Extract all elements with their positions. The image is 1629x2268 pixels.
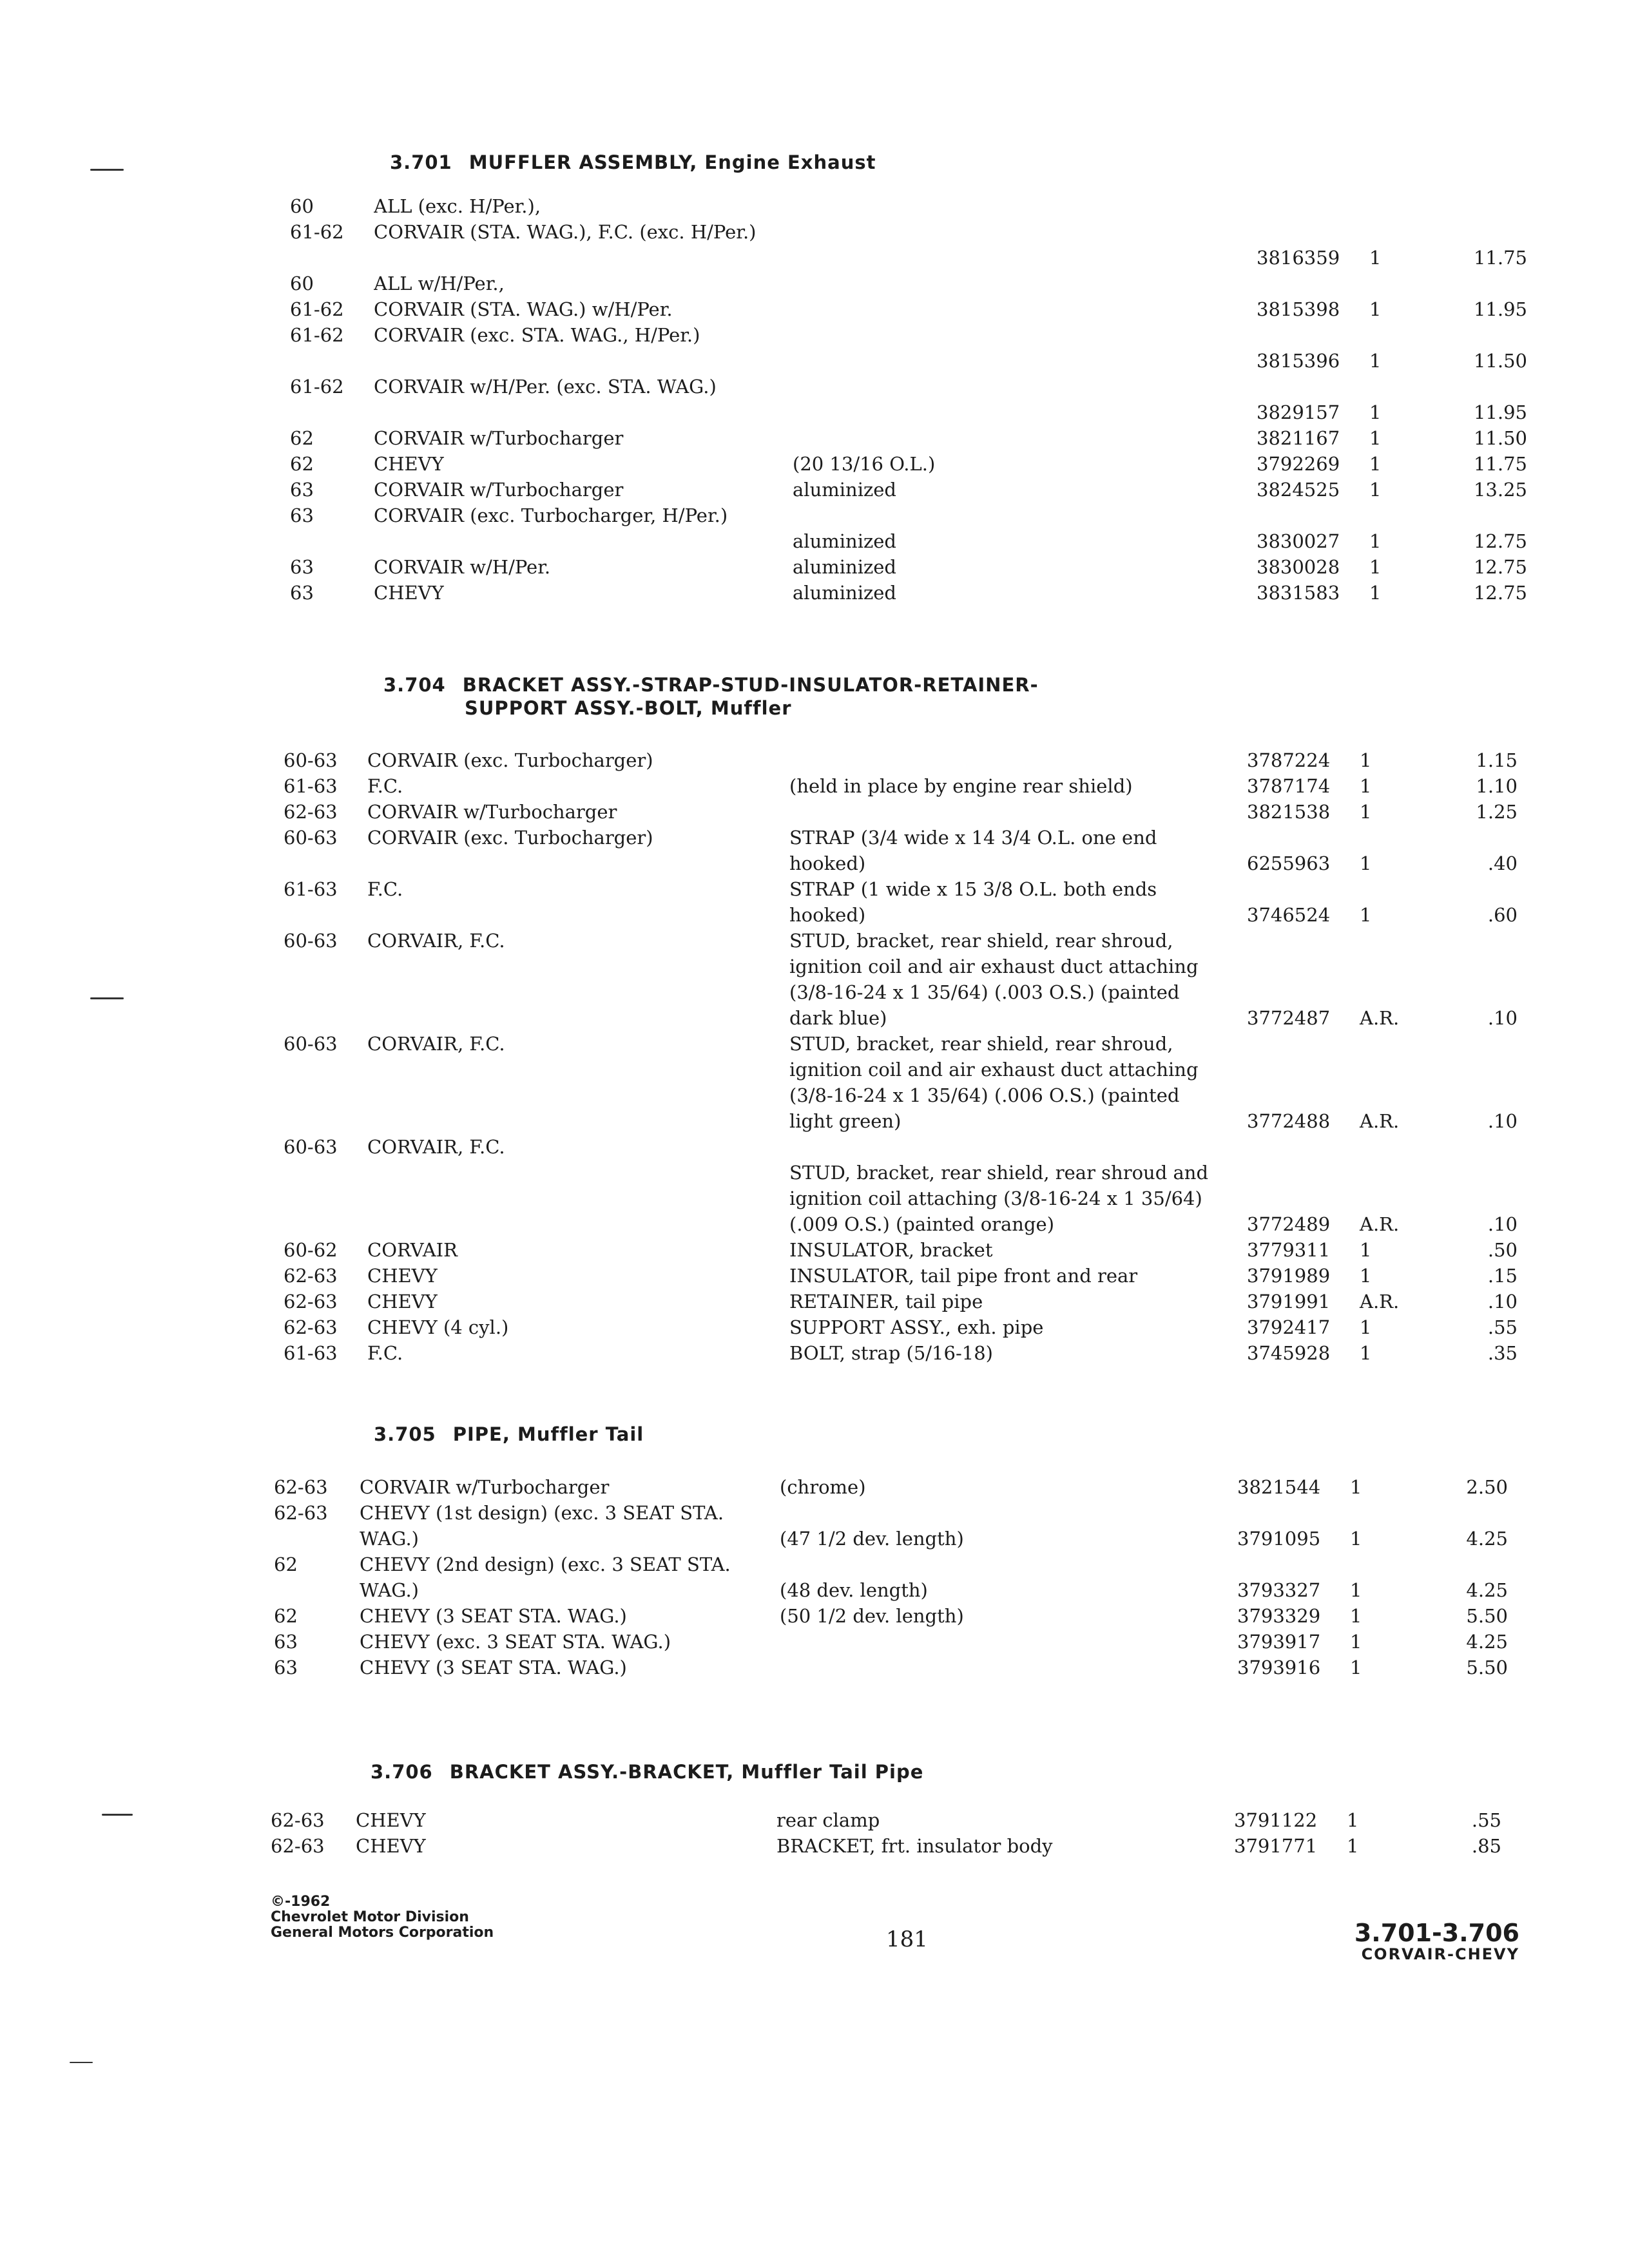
year-cell: 62-63: [284, 801, 338, 823]
description-cell: STRAP (3/4 wide x 14 3/4 O.L. one end hooked): [789, 827, 1157, 874]
parts-table: [0, 193, 1629, 606]
part-number-cell: 3831583: [1257, 582, 1340, 604]
year-cell: 61-62: [290, 221, 344, 243]
quantity-cell: 1: [1369, 530, 1382, 552]
table-row: [0, 477, 1629, 503]
table-row: [0, 773, 1629, 799]
table-row: [0, 580, 1629, 606]
quantity-cell: 1: [1350, 1631, 1362, 1653]
price-cell: 4.25: [1466, 1528, 1508, 1550]
quantity-cell: 1: [1369, 453, 1382, 475]
table-row: [0, 825, 1629, 876]
table-row: [0, 1629, 1629, 1655]
section-heading: [390, 151, 876, 174]
copyright-block: [271, 1894, 494, 1941]
table-row: [0, 554, 1629, 580]
section-number: 3.704: [383, 674, 446, 696]
part-number-cell: 3791122: [1234, 1809, 1318, 1831]
model-cell: ALL w/H/Per.,: [374, 273, 505, 294]
description-cell: RETAINER, tail pipe: [789, 1291, 983, 1312]
price-cell: 5.50: [1466, 1657, 1508, 1678]
copyright: ©-1962: [271, 1894, 331, 1910]
description-cell: INSULATOR, tail pipe front and rear: [789, 1265, 1138, 1287]
part-number-cell: 3746524: [1247, 904, 1331, 926]
description-cell: SUPPORT ASSY., exh. pipe: [789, 1316, 1044, 1338]
part-number-cell: 3793327: [1237, 1579, 1321, 1601]
section-heading: [374, 1423, 644, 1446]
publisher-line: Chevrolet Motor Division: [271, 1909, 469, 1925]
description-cell: rear clamp: [776, 1809, 880, 1831]
price-cell: 1.15: [1476, 749, 1518, 771]
year-cell: 62: [290, 453, 314, 475]
model-cell: CORVAIR w/Turbocharger: [374, 479, 624, 501]
part-number-cell: 3772489: [1247, 1213, 1331, 1235]
model-cell: CHEVY: [356, 1835, 426, 1857]
table-row: [0, 1655, 1629, 1680]
table-row: [0, 747, 1629, 773]
part-number-cell: 3791991: [1247, 1291, 1331, 1312]
table-row: [0, 1134, 1629, 1237]
table-row: [0, 451, 1629, 477]
part-number-cell: 3787224: [1247, 749, 1331, 771]
year-cell: 62: [274, 1553, 298, 1575]
year-cell: 62-63: [274, 1502, 328, 1524]
table-row: [0, 503, 1629, 554]
part-number-cell: 3824525: [1257, 479, 1340, 501]
year-cell: 62-63: [284, 1291, 338, 1312]
price-cell: .35: [1487, 1342, 1518, 1364]
description-cell: aluminized: [793, 479, 896, 501]
section-number: 3.705: [374, 1423, 436, 1445]
table-row: [0, 322, 1629, 374]
year-cell: 63: [290, 556, 314, 578]
year-cell: 62-63: [271, 1809, 325, 1831]
model-cell: CHEVY: [374, 453, 444, 475]
part-number-cell: 3791771: [1234, 1835, 1318, 1857]
quantity-cell: 1: [1360, 1239, 1372, 1261]
model-cell: CORVAIR (exc. Turbocharger): [367, 827, 653, 849]
model-cell: CHEVY (1st design) (exc. 3 SEAT STA. WAG.): [360, 1502, 724, 1550]
part-number-cell: 3791095: [1237, 1528, 1321, 1550]
description-cell: (50 1/2 dev. length): [780, 1605, 964, 1627]
table-row: [0, 1807, 1629, 1833]
price-cell: 11.50: [1473, 427, 1527, 449]
year-cell: 63: [290, 582, 314, 604]
quantity-cell: 1: [1347, 1809, 1359, 1831]
table-row: [0, 1474, 1629, 1500]
section-heading: [383, 673, 1039, 720]
section-range: 3.701-3.706: [1354, 1919, 1519, 1947]
part-number-cell: 3830027: [1257, 530, 1340, 552]
part-number-cell: 3772488: [1247, 1110, 1331, 1132]
quantity-cell: 1: [1369, 427, 1382, 449]
table-row: [0, 425, 1629, 451]
part-number-cell: 3787174: [1247, 775, 1331, 797]
year-cell: 61-63: [284, 1342, 338, 1364]
quantity-cell: 1: [1360, 852, 1372, 874]
description-cell: (47 1/2 dev. length): [780, 1528, 964, 1550]
part-number-cell: 3792269: [1257, 453, 1340, 475]
part-number-cell: 3793329: [1237, 1605, 1321, 1627]
description-cell: (chrome): [780, 1476, 866, 1498]
model-cell: CHEVY: [367, 1291, 438, 1312]
quantity-cell: 1: [1350, 1476, 1362, 1498]
table-row: [0, 219, 1629, 271]
section-title-line2: SUPPORT ASSY.-BOLT, Muffler: [465, 697, 792, 719]
model-cell: CHEVY (3 SEAT STA. WAG.): [360, 1657, 627, 1678]
price-cell: .60: [1487, 904, 1518, 926]
section-range-block: [1354, 1920, 1519, 1963]
model-cell: CORVAIR (STA. WAG.), F.C. (exc. H/Per.): [374, 221, 757, 243]
quantity-cell: A.R.: [1360, 1213, 1400, 1235]
table-row: [0, 1289, 1629, 1314]
section-title: MUFFLER ASSEMBLY, Engine Exhaust: [468, 151, 876, 173]
quantity-cell: 1: [1369, 582, 1382, 604]
model-cell: CORVAIR, F.C.: [367, 1033, 505, 1055]
part-number-cell: 3821544: [1237, 1476, 1321, 1498]
model-cell: CORVAIR w/Turbocharger: [360, 1476, 610, 1498]
model-cell: CHEVY (exc. 3 SEAT STA. WAG.): [360, 1631, 671, 1653]
table-row: [0, 799, 1629, 825]
quantity-cell: 1: [1347, 1835, 1359, 1857]
section-number: 3.706: [371, 1761, 433, 1783]
quantity-cell: 1: [1350, 1605, 1362, 1627]
page-number: 181: [886, 1927, 928, 1952]
binder-hole-mark: [70, 2062, 93, 2063]
quantity-cell: 1: [1369, 298, 1382, 320]
quantity-cell: 1: [1360, 1316, 1372, 1338]
parts-table: [0, 1807, 1629, 1859]
price-cell: .40: [1487, 852, 1518, 874]
table-row: [0, 1833, 1629, 1859]
price-cell: 11.95: [1473, 401, 1527, 423]
model-cell: CORVAIR (exc. STA. WAG., H/Per.): [374, 324, 700, 346]
year-cell: 62: [274, 1605, 298, 1627]
price-cell: 1.10: [1476, 775, 1518, 797]
quantity-cell: 1: [1350, 1579, 1362, 1601]
price-cell: .10: [1487, 1007, 1518, 1029]
model-cell: CHEVY (2nd design) (exc. 3 SEAT STA. WAG.): [360, 1553, 731, 1601]
quantity-cell: 1: [1360, 775, 1372, 797]
description-cell: (48 dev. length): [780, 1579, 928, 1601]
year-cell: 61-62: [290, 376, 344, 398]
parts-table: [0, 747, 1629, 1366]
part-number-cell: 6255963: [1247, 852, 1331, 874]
model-cell: CORVAIR w/H/Per. (exc. STA. WAG.): [374, 376, 717, 398]
quantity-cell: 1: [1360, 1265, 1372, 1287]
model-cell: CORVAIR (exc. Turbocharger): [367, 749, 653, 771]
part-number-cell: 3816359: [1257, 247, 1340, 269]
price-cell: .50: [1487, 1239, 1518, 1261]
description-cell: aluminized: [793, 530, 896, 552]
section-heading: [371, 1760, 923, 1783]
table-row: [0, 1500, 1629, 1552]
part-number-cell: 3793917: [1237, 1631, 1321, 1653]
year-cell: 63: [274, 1657, 298, 1678]
quantity-cell: 1: [1360, 749, 1372, 771]
model-cell: ALL (exc. H/Per.),: [374, 195, 541, 217]
quantity-cell: A.R.: [1360, 1007, 1400, 1029]
description-cell: (held in place by engine rear shield): [789, 775, 1133, 797]
price-cell: .10: [1487, 1291, 1518, 1312]
description-cell: STUD, bracket, rear shield, rear shroud, ignition coil and air exhaust duct attaching (3/8-16-24 x 1 35/64) (.006 O.S.) (painted light green): [789, 1033, 1199, 1132]
description-cell: STUD, bracket, rear shield, rear shroud, ignition coil and air exhaust duct attaching (3/8-16-24 x 1 35/64) (.003 O.S.) (painted dark blue): [789, 930, 1199, 1029]
quantity-cell: 1: [1350, 1657, 1362, 1678]
price-cell: 5.50: [1466, 1605, 1508, 1627]
table-row: [0, 876, 1629, 928]
table-row: [0, 271, 1629, 296]
price-cell: 12.75: [1473, 556, 1527, 578]
description-cell: aluminized: [793, 556, 896, 578]
table-row: [0, 1552, 1629, 1603]
price-cell: 4.25: [1466, 1579, 1508, 1601]
model-cell: CORVAIR (exc. Turbocharger, H/Per.): [374, 505, 728, 526]
year-cell: 60-63: [284, 1033, 338, 1055]
quantity-cell: A.R.: [1360, 1110, 1400, 1132]
year-cell: 62-63: [284, 1316, 338, 1338]
section-title: BRACKET ASSY.-BRACKET, Muffler Tail Pipe: [449, 1761, 924, 1783]
price-cell: 13.25: [1473, 479, 1527, 501]
price-cell: 11.50: [1473, 350, 1527, 372]
year-cell: 61-63: [284, 775, 338, 797]
table-row: [0, 928, 1629, 1031]
model-cell: CHEVY (3 SEAT STA. WAG.): [360, 1605, 627, 1627]
table-row: [0, 193, 1629, 219]
part-number-cell: 3772487: [1247, 1007, 1331, 1029]
description-cell: INSULATOR, bracket: [789, 1239, 993, 1261]
part-number-cell: 3815398: [1257, 298, 1340, 320]
table-row: [0, 1237, 1629, 1263]
model-cell: F.C.: [367, 878, 403, 900]
model-cell: CORVAIR, F.C.: [367, 1136, 505, 1158]
price-cell: .85: [1471, 1835, 1501, 1857]
table-row: [0, 1340, 1629, 1366]
part-number-cell: 3829157: [1257, 401, 1340, 423]
part-number-cell: 3791989: [1247, 1265, 1331, 1287]
year-cell: 60-63: [284, 1136, 338, 1158]
year-cell: 61-62: [290, 324, 344, 346]
description-cell: aluminized: [793, 582, 896, 604]
section-title: PIPE, Muffler Tail: [452, 1423, 644, 1445]
price-cell: .55: [1487, 1316, 1518, 1338]
year-cell: 61-62: [290, 298, 344, 320]
price-cell: 11.95: [1473, 298, 1527, 320]
section-range-subtitle: CORVAIR-CHEVY: [1361, 1945, 1519, 1963]
quantity-cell: 1: [1350, 1528, 1362, 1550]
model-cell: CHEVY (4 cyl.): [367, 1316, 509, 1338]
quantity-cell: 1: [1360, 904, 1372, 926]
price-cell: 11.75: [1473, 453, 1527, 475]
price-cell: 12.75: [1473, 582, 1527, 604]
quantity-cell: 1: [1369, 247, 1382, 269]
quantity-cell: 1: [1360, 1342, 1372, 1364]
part-number-cell: 3792417: [1247, 1316, 1331, 1338]
year-cell: 62-63: [284, 1265, 338, 1287]
year-cell: 60: [290, 195, 314, 217]
part-number-cell: 3815396: [1257, 350, 1340, 372]
table-row: [0, 1314, 1629, 1340]
model-cell: CORVAIR (STA. WAG.) w/H/Per.: [374, 298, 673, 320]
part-number-cell: 3793916: [1237, 1657, 1321, 1678]
quantity-cell: 1: [1369, 401, 1382, 423]
part-number-cell: 3821167: [1257, 427, 1340, 449]
quantity-cell: 1: [1369, 350, 1382, 372]
price-cell: .10: [1487, 1213, 1518, 1235]
price-cell: .10: [1487, 1110, 1518, 1132]
price-cell: 2.50: [1466, 1476, 1508, 1498]
price-cell: .15: [1487, 1265, 1518, 1287]
price-cell: .55: [1471, 1809, 1501, 1831]
price-cell: 4.25: [1466, 1631, 1508, 1653]
model-cell: CORVAIR w/Turbocharger: [374, 427, 624, 449]
part-number-cell: 3821538: [1247, 801, 1331, 823]
table-row: [0, 1603, 1629, 1629]
quantity-cell: 1: [1369, 479, 1382, 501]
year-cell: 62: [290, 427, 314, 449]
description-cell: STUD, bracket, rear shield, rear shroud and ignition coil attaching (3/8-16-24 x 1 35/64) (.009 O.S.) (painted orange): [789, 1162, 1209, 1235]
part-number-cell: 3779311: [1247, 1239, 1331, 1261]
table-row: [0, 1263, 1629, 1289]
year-cell: 60-63: [284, 827, 338, 849]
part-number-cell: 3830028: [1257, 556, 1340, 578]
year-cell: 60-62: [284, 1239, 338, 1261]
model-cell: CORVAIR w/Turbocharger: [367, 801, 617, 823]
quantity-cell: A.R.: [1360, 1291, 1400, 1312]
description-cell: STRAP (1 wide x 15 3/8 O.L. both ends hooked): [789, 878, 1157, 926]
model-cell: CORVAIR, F.C.: [367, 930, 505, 952]
model-cell: CORVAIR w/H/Per.: [374, 556, 551, 578]
year-cell: 60: [290, 273, 314, 294]
quantity-cell: 1: [1369, 556, 1382, 578]
binder-hole-mark: [90, 169, 124, 171]
section-title: BRACKET ASSY.-STRAP-STUD-INSULATOR-RETAINER-: [462, 674, 1039, 696]
year-cell: 63: [290, 505, 314, 526]
quantity-cell: 1: [1360, 801, 1372, 823]
table-row: [0, 1031, 1629, 1134]
description-cell: BOLT, strap (5/16-18): [789, 1342, 993, 1364]
year-cell: 61-63: [284, 878, 338, 900]
year-cell: 60-63: [284, 930, 338, 952]
price-cell: 11.75: [1473, 247, 1527, 269]
model-cell: CHEVY: [367, 1265, 438, 1287]
model-cell: F.C.: [367, 1342, 403, 1364]
table-row: [0, 374, 1629, 425]
section-number: 3.701: [390, 151, 452, 173]
description-cell: BRACKET, frt. insulator body: [776, 1835, 1053, 1857]
parts-table: [0, 1474, 1629, 1680]
year-cell: 62-63: [274, 1476, 328, 1498]
table-row: [0, 296, 1629, 322]
price-cell: 12.75: [1473, 530, 1527, 552]
year-cell: 60-63: [284, 749, 338, 771]
model-cell: CHEVY: [356, 1809, 426, 1831]
model-cell: F.C.: [367, 775, 403, 797]
publisher-line: General Motors Corporation: [271, 1925, 494, 1941]
model-cell: CORVAIR: [367, 1239, 458, 1261]
year-cell: 63: [290, 479, 314, 501]
year-cell: 62-63: [271, 1835, 325, 1857]
price-cell: 1.25: [1476, 801, 1518, 823]
part-number-cell: 3745928: [1247, 1342, 1331, 1364]
year-cell: 63: [274, 1631, 298, 1653]
model-cell: CHEVY: [374, 582, 444, 604]
description-cell: (20 13/16 O.L.): [793, 453, 936, 475]
